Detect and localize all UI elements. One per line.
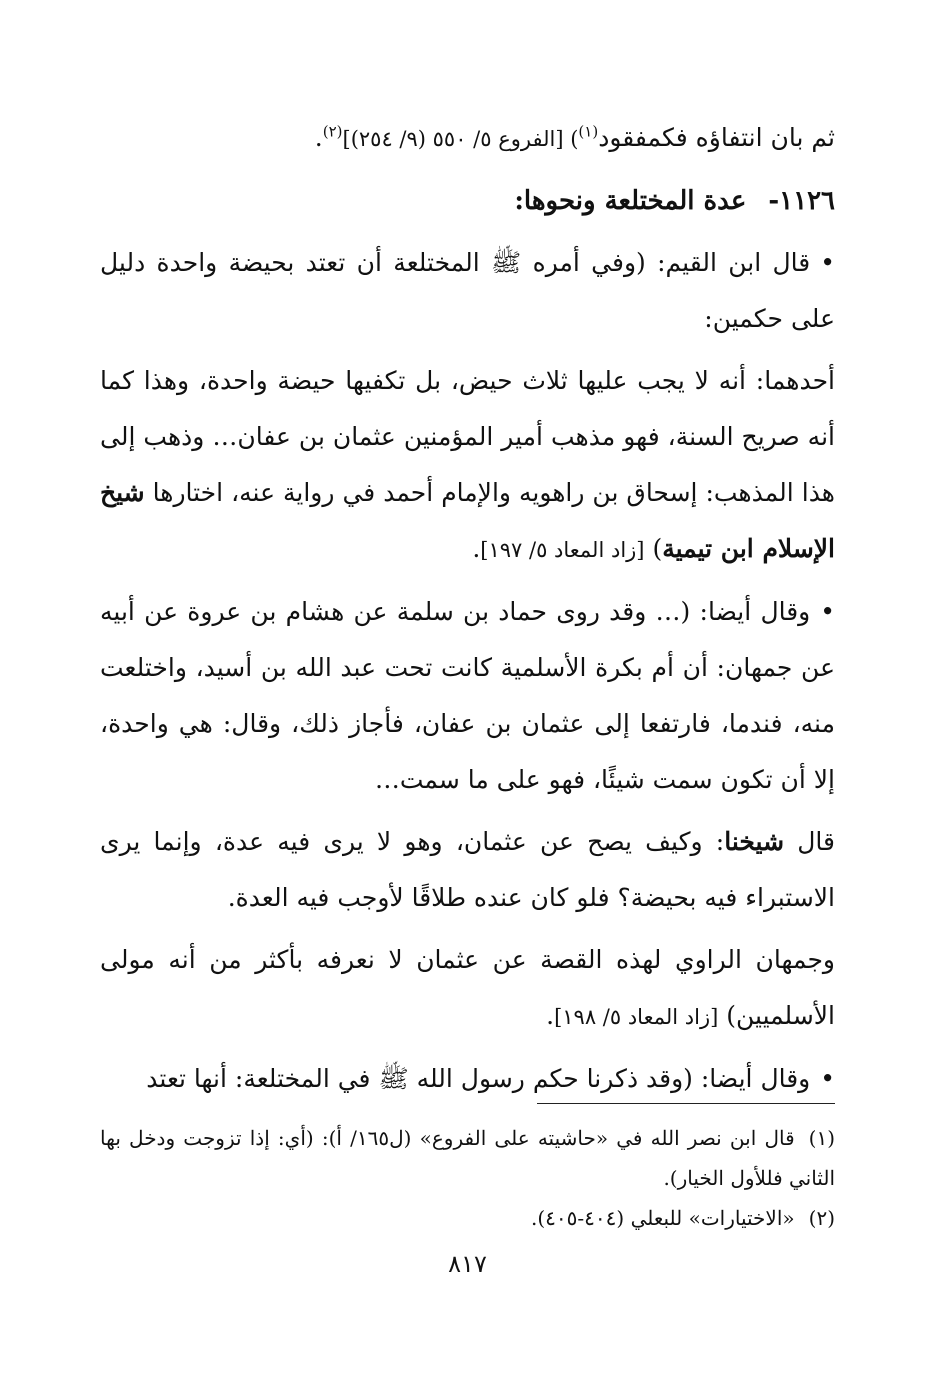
page-body (100, 110, 835, 1113)
bullet-icon: • (820, 597, 835, 626)
paragraph-5-dot: . (546, 1001, 555, 1030)
footnote-marker-1[interactable]: (١) (578, 122, 599, 141)
footnote-divider (537, 1103, 835, 1104)
footnote-1 (100, 1118, 835, 1198)
page-number: ٨١٧ (448, 1250, 487, 1278)
paragraph-1-text: قال ابن القيم: (وفي أمره ﷺ المختلعة أن تعتد بحيضة واحدة دليل على حكمين: (100, 248, 835, 333)
paragraph-6 (100, 1051, 835, 1107)
footnote-2 (100, 1198, 835, 1238)
paragraph-4-start: قال (797, 827, 835, 856)
footnote-1-number: (١) (808, 1126, 836, 1150)
paragraph-2-reference: [زاد المعاد ٥/ ١٩٧] (480, 538, 645, 562)
paragraph-2-dot: . (472, 534, 481, 563)
paragraph-3-text: وقال أيضا: (… وقد روى حماد بن سلمة عن هشام بن عروة عن أبيه عن جمهان: أن أم بكرة الأسلمية كانت تحت عبد الله بن أسيد، واختلعت منه، فندما، فارتفعا إلى عثمان بن عفان، فأجاز ذلك، وقال: هي واحدة، إلا أن تكون سمت شيئًا، فهو على ما سمت… (100, 597, 835, 794)
section-title: عدة المختلعة ونحوها: (514, 186, 747, 216)
section-number: ١١٢٦- (768, 186, 835, 216)
paragraph-5-text: وجمهان الراوي لهذه القصة عن عثمان لا نعرفه بأكثر من أنه مولى الأسلميين) (100, 945, 835, 1030)
opening-end: . (314, 123, 323, 152)
paragraph-3 (100, 584, 835, 808)
footnotes (100, 1118, 835, 1238)
footnote-1-text: قال ابن نصر الله في «حاشيته على الفروع» (ل١٦٥/ أ): (أي: إذا تزوجت ودخل بها الثاني فللأول الخيار). (100, 1126, 835, 1190)
bullet-icon: • (820, 248, 835, 277)
opening-text: ثم بان انتفاؤه فكمفقود (598, 123, 835, 152)
paragraph-4-bold: شيخنا (724, 827, 785, 856)
paragraph-5-reference: [زاد المعاد ٥/ ١٩٨] (554, 1005, 719, 1029)
footnote-2-text: «الاختيارات» للبعلي (٤٠٤-٤٠٥). (531, 1206, 795, 1230)
paragraph-5 (100, 932, 835, 1045)
footnote-2-number: (٢) (808, 1206, 835, 1230)
opening-line (100, 110, 835, 167)
paragraph-4-rest: : وكيف يصح عن عثمان، وهو لا يرى فيه عدة، وإنما يرى الاستبراء فيه بحيضة؟ فلو كان عنده طلاقًا لأوجب فيه العدة. (100, 827, 835, 912)
paragraph-2-end: ) (652, 534, 663, 563)
section-heading (100, 173, 835, 229)
footnote-marker-2[interactable]: (٢) (322, 122, 343, 141)
bullet-icon: • (820, 1064, 835, 1093)
opening-reference: ) [الفروع ٥/ ٥٥٠ (٩/ ٢٥٤)] (342, 127, 579, 151)
paragraph-1 (100, 235, 835, 347)
paragraph-2 (100, 353, 835, 578)
paragraph-2-text: أحدهما: أنه لا يجب عليها ثلاث حيض، بل تكفيها حيضة واحدة، وهذا كما أنه صريح السنة، فهو مذهب أمير المؤمنين عثمان بن عفان… وذهب إلى هذا المذهب: إسحاق بن راهويه والإمام أحمد في رواية عنه، اختارها (100, 366, 835, 507)
paragraph-4 (100, 814, 835, 926)
paragraph-6-text: وقال أيضا: (وقد ذكرنا حكم رسول الله ﷺ في المختلعة: أنها تعتد (146, 1064, 811, 1093)
paragraph-2-bold: شيخ الإسلام ابن تيمية (100, 478, 835, 563)
